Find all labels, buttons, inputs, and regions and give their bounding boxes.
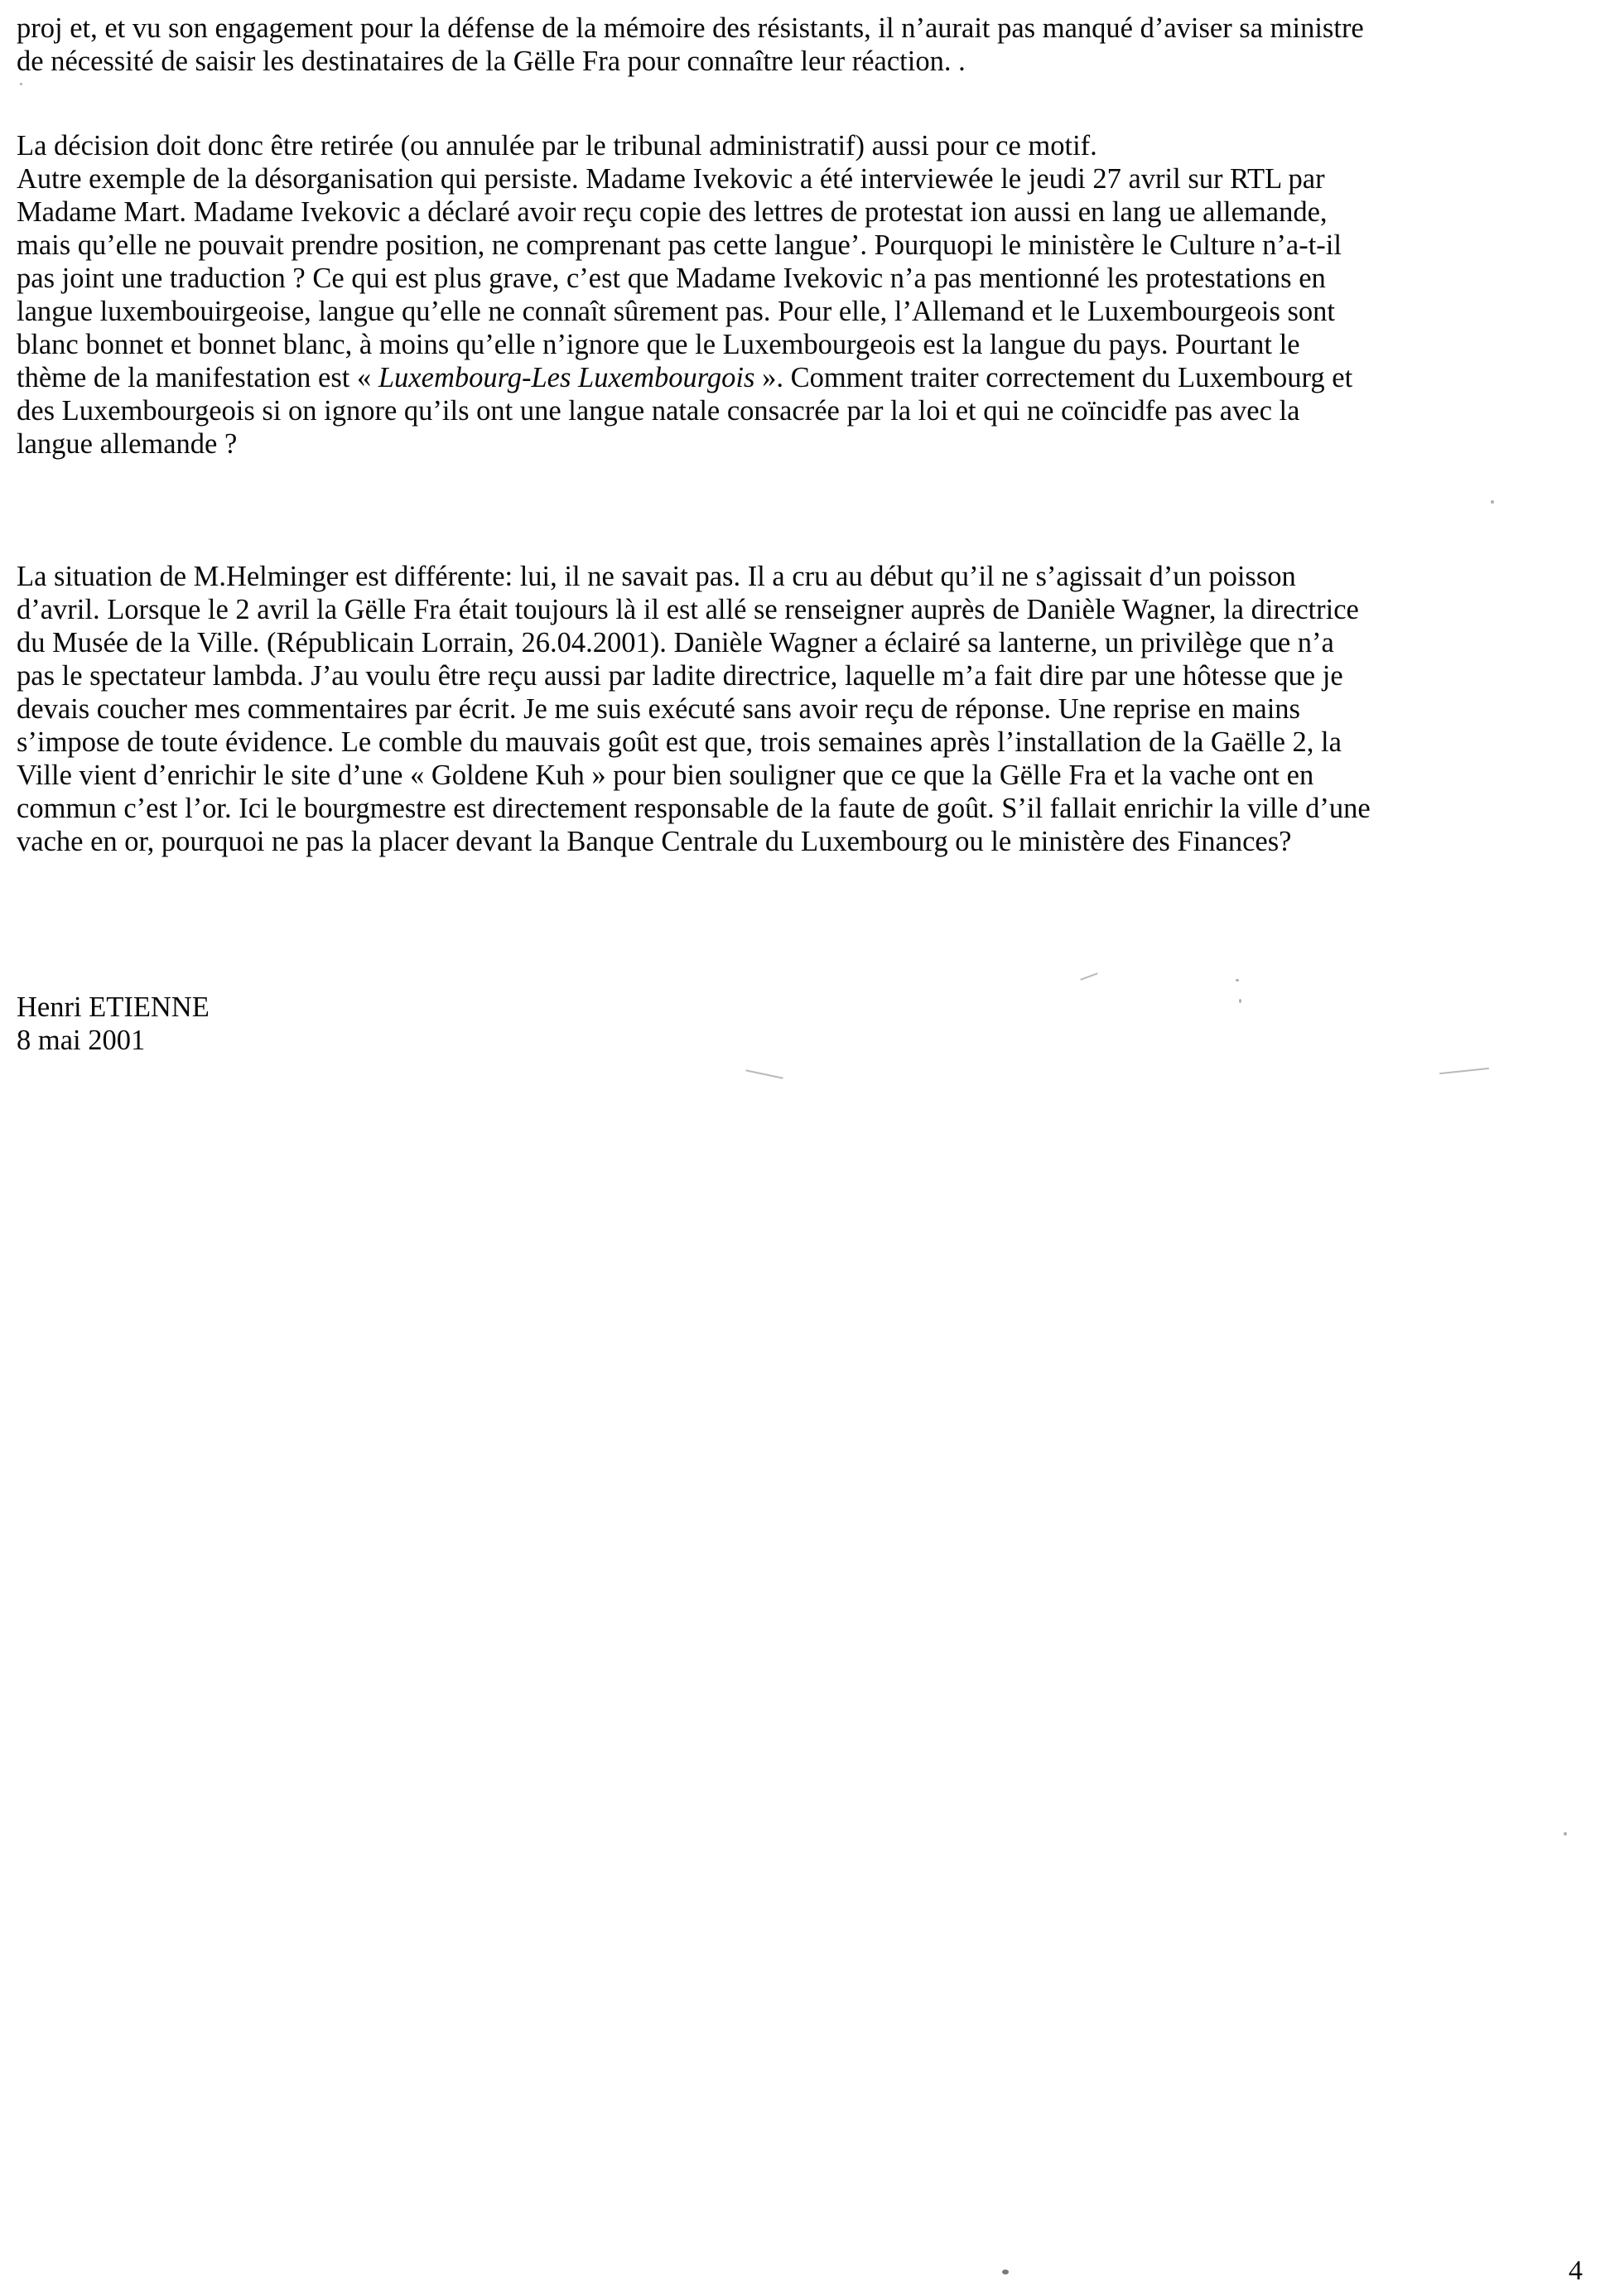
text-line: devais coucher mes commentaires par écrit. Je me suis exécuté sans avoir reçu de réponse. Une reprise en mains <box>17 693 1300 725</box>
scan-mark <box>745 1069 783 1079</box>
text-line: Madame Mart. Madame Ivekovic a déclaré avoir reçu copie des lettres de protestat ion aussi en lang ue allemande, <box>17 196 1328 228</box>
signature-name: Henri ETIENNE <box>17 991 210 1023</box>
paragraph-3 <box>17 560 1549 858</box>
text-line: commun c’est l’or. Ici le bourgmestre est directement responsable de la faute de goût. S’il fallait enrichir la ville d’une <box>17 793 1371 824</box>
scan-speck <box>1564 1832 1567 1835</box>
text-line: pas joint une traduction ? Ce qui est plus grave, c’est que Madame Ivekovic n’a pas mentionné les protestations en <box>17 263 1326 294</box>
text-line: Autre exemple de la désorganisation qui persiste. Madame Ivekovic a été interviewée le jeudi 27 avril sur RTL par <box>17 163 1325 195</box>
text-line: s’impose de toute évidence. Le comble du mauvais goût est que, trois semaines après l’installation de la Gaëlle 2, la <box>17 726 1342 758</box>
text-line: La décision doit donc être retirée (ou annulée par le tribunal administratif) aussi pour ce motif. <box>17 130 1097 162</box>
text-line: du Musée de la Ville. (Républicain Lorrain, 26.04.2001). Danièle Wagner a éclairé sa lanterne, un privilège que n’a <box>17 627 1334 658</box>
text-line-mixed <box>17 361 1549 394</box>
paragraph-2 <box>17 129 1549 461</box>
signature-block <box>17 991 1549 1057</box>
scan-speck <box>1002 2269 1009 2274</box>
signature-date: 8 mai 2001 <box>17 1025 146 1056</box>
text-segment: thème de la manifestation est « <box>17 362 372 393</box>
text-line: vache en or, pourquoi ne pas la placer devant la Banque Centrale du Luxembourg ou le ministère des Finances? <box>17 826 1292 857</box>
text-line: Ville vient d’enrichir le site d’une « Goldene Kuh » pour bien souligner que ce que la Gëlle Fra et la vache ont en <box>17 760 1314 791</box>
text-line: proj et, et vu son engagement pour la défense de la mémoire des résistants, il n’aurait pas manqué d’aviser sa ministre <box>17 12 1364 44</box>
text-line: langue allemande ? <box>17 428 238 460</box>
scan-speck <box>1239 999 1241 1003</box>
scan-mark <box>1439 1068 1489 1074</box>
scan-speck <box>1491 500 1494 504</box>
text-line: d’avril. Lorsque le 2 avril la Gëlle Fra était toujours là il est allé se renseigner auprès de Danièle Wagner, la directrice <box>17 594 1359 625</box>
text-segment: ». Comment traiter correctement du Luxembourg et <box>754 362 1353 393</box>
text-line: pas le spectateur lambda. J’au voulu être reçu aussi par ladite directrice, laquelle m’a fait dire par une hôtesse que je <box>17 660 1343 692</box>
text-line: blanc bonnet et bonnet blanc, à moins qu’elle n’ignore que le Luxembourgeois est la langue du pays. Pourtant le <box>17 329 1300 360</box>
text-line: langue luxembouirgeoise, langue qu’elle ne connaît sûrement pas. Pour elle, l’Allemand et le Luxembourgeois sont <box>17 296 1336 327</box>
scan-mark <box>1080 972 1097 980</box>
paragraph-1 <box>17 12 1549 78</box>
scan-speck <box>1236 979 1239 982</box>
text-line: des Luxembourgeois si on ignore qu’ils ont une langue natale consacrée par la loi et qui ne coïncidfe pas avec la <box>17 395 1300 427</box>
scan-speck <box>20 83 22 85</box>
text-line: de nécessité de saisir les destinataires de la Gëlle Fra pour connaître leur réaction. . <box>17 46 966 77</box>
page-number: 4 <box>1569 2255 1583 2286</box>
italic-title: Luxembourg-Les Luxembourgois <box>378 362 755 393</box>
text-line: mais qu’elle ne pouvait prendre position, ne comprenant pas cette langue’. Pourquopi le ministère le Culture n’a-t-il <box>17 229 1342 261</box>
text-line: La situation de M.Helminger est différente: lui, il ne savait pas. Il a cru au début qu’il ne s’agissait d’un poisson <box>17 561 1296 592</box>
